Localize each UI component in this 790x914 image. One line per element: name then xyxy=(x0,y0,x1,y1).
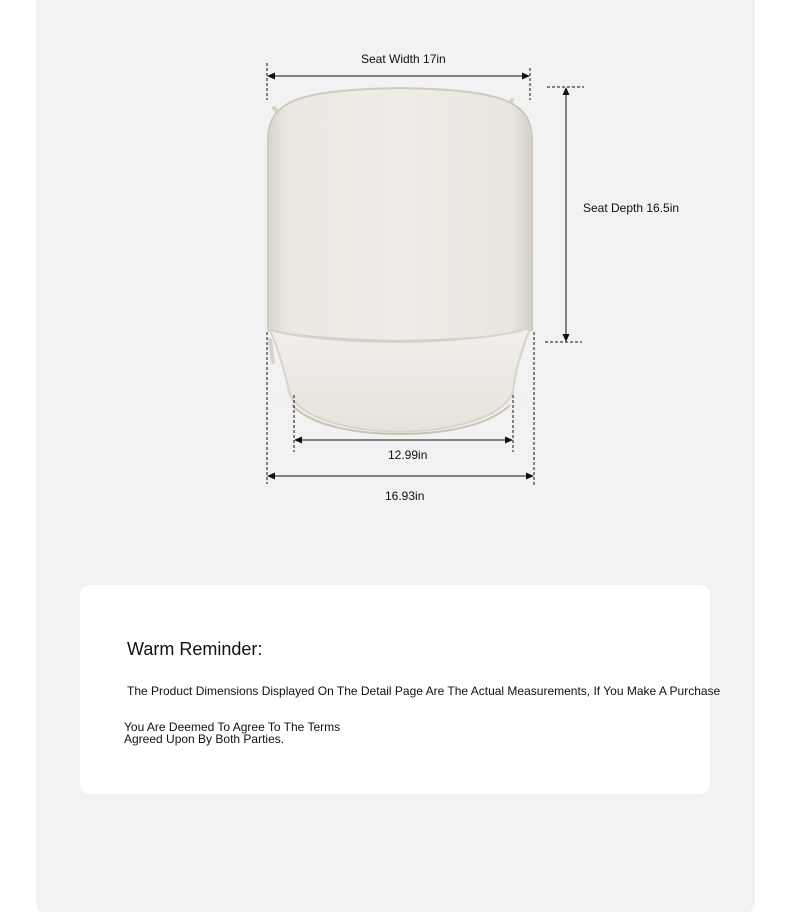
reminder-text-line2: You Are Deemed To Agree To The Terms xyxy=(124,720,341,734)
seat-leg xyxy=(270,340,273,362)
seat-depth-dimension xyxy=(545,87,584,342)
reminder-text-line1: The Product Dimensions Displayed On The Detail Page Are The Actual Measurements, If You Make A Purchase xyxy=(127,684,721,698)
seat-shell xyxy=(268,88,532,341)
seat-depth-label: Seat Depth 16.5in xyxy=(583,201,680,215)
seat-width-label: Seat Width 17in xyxy=(361,52,446,66)
reminder-terms xyxy=(124,721,340,745)
reminder-text-line3: Agreed Upon By Both Parties. xyxy=(124,732,285,746)
reminder-title: Warm Reminder: xyxy=(127,639,263,659)
front-outer-width-label: 16.93in xyxy=(385,489,425,503)
front-inner-width-label: 12.99in xyxy=(388,448,428,462)
